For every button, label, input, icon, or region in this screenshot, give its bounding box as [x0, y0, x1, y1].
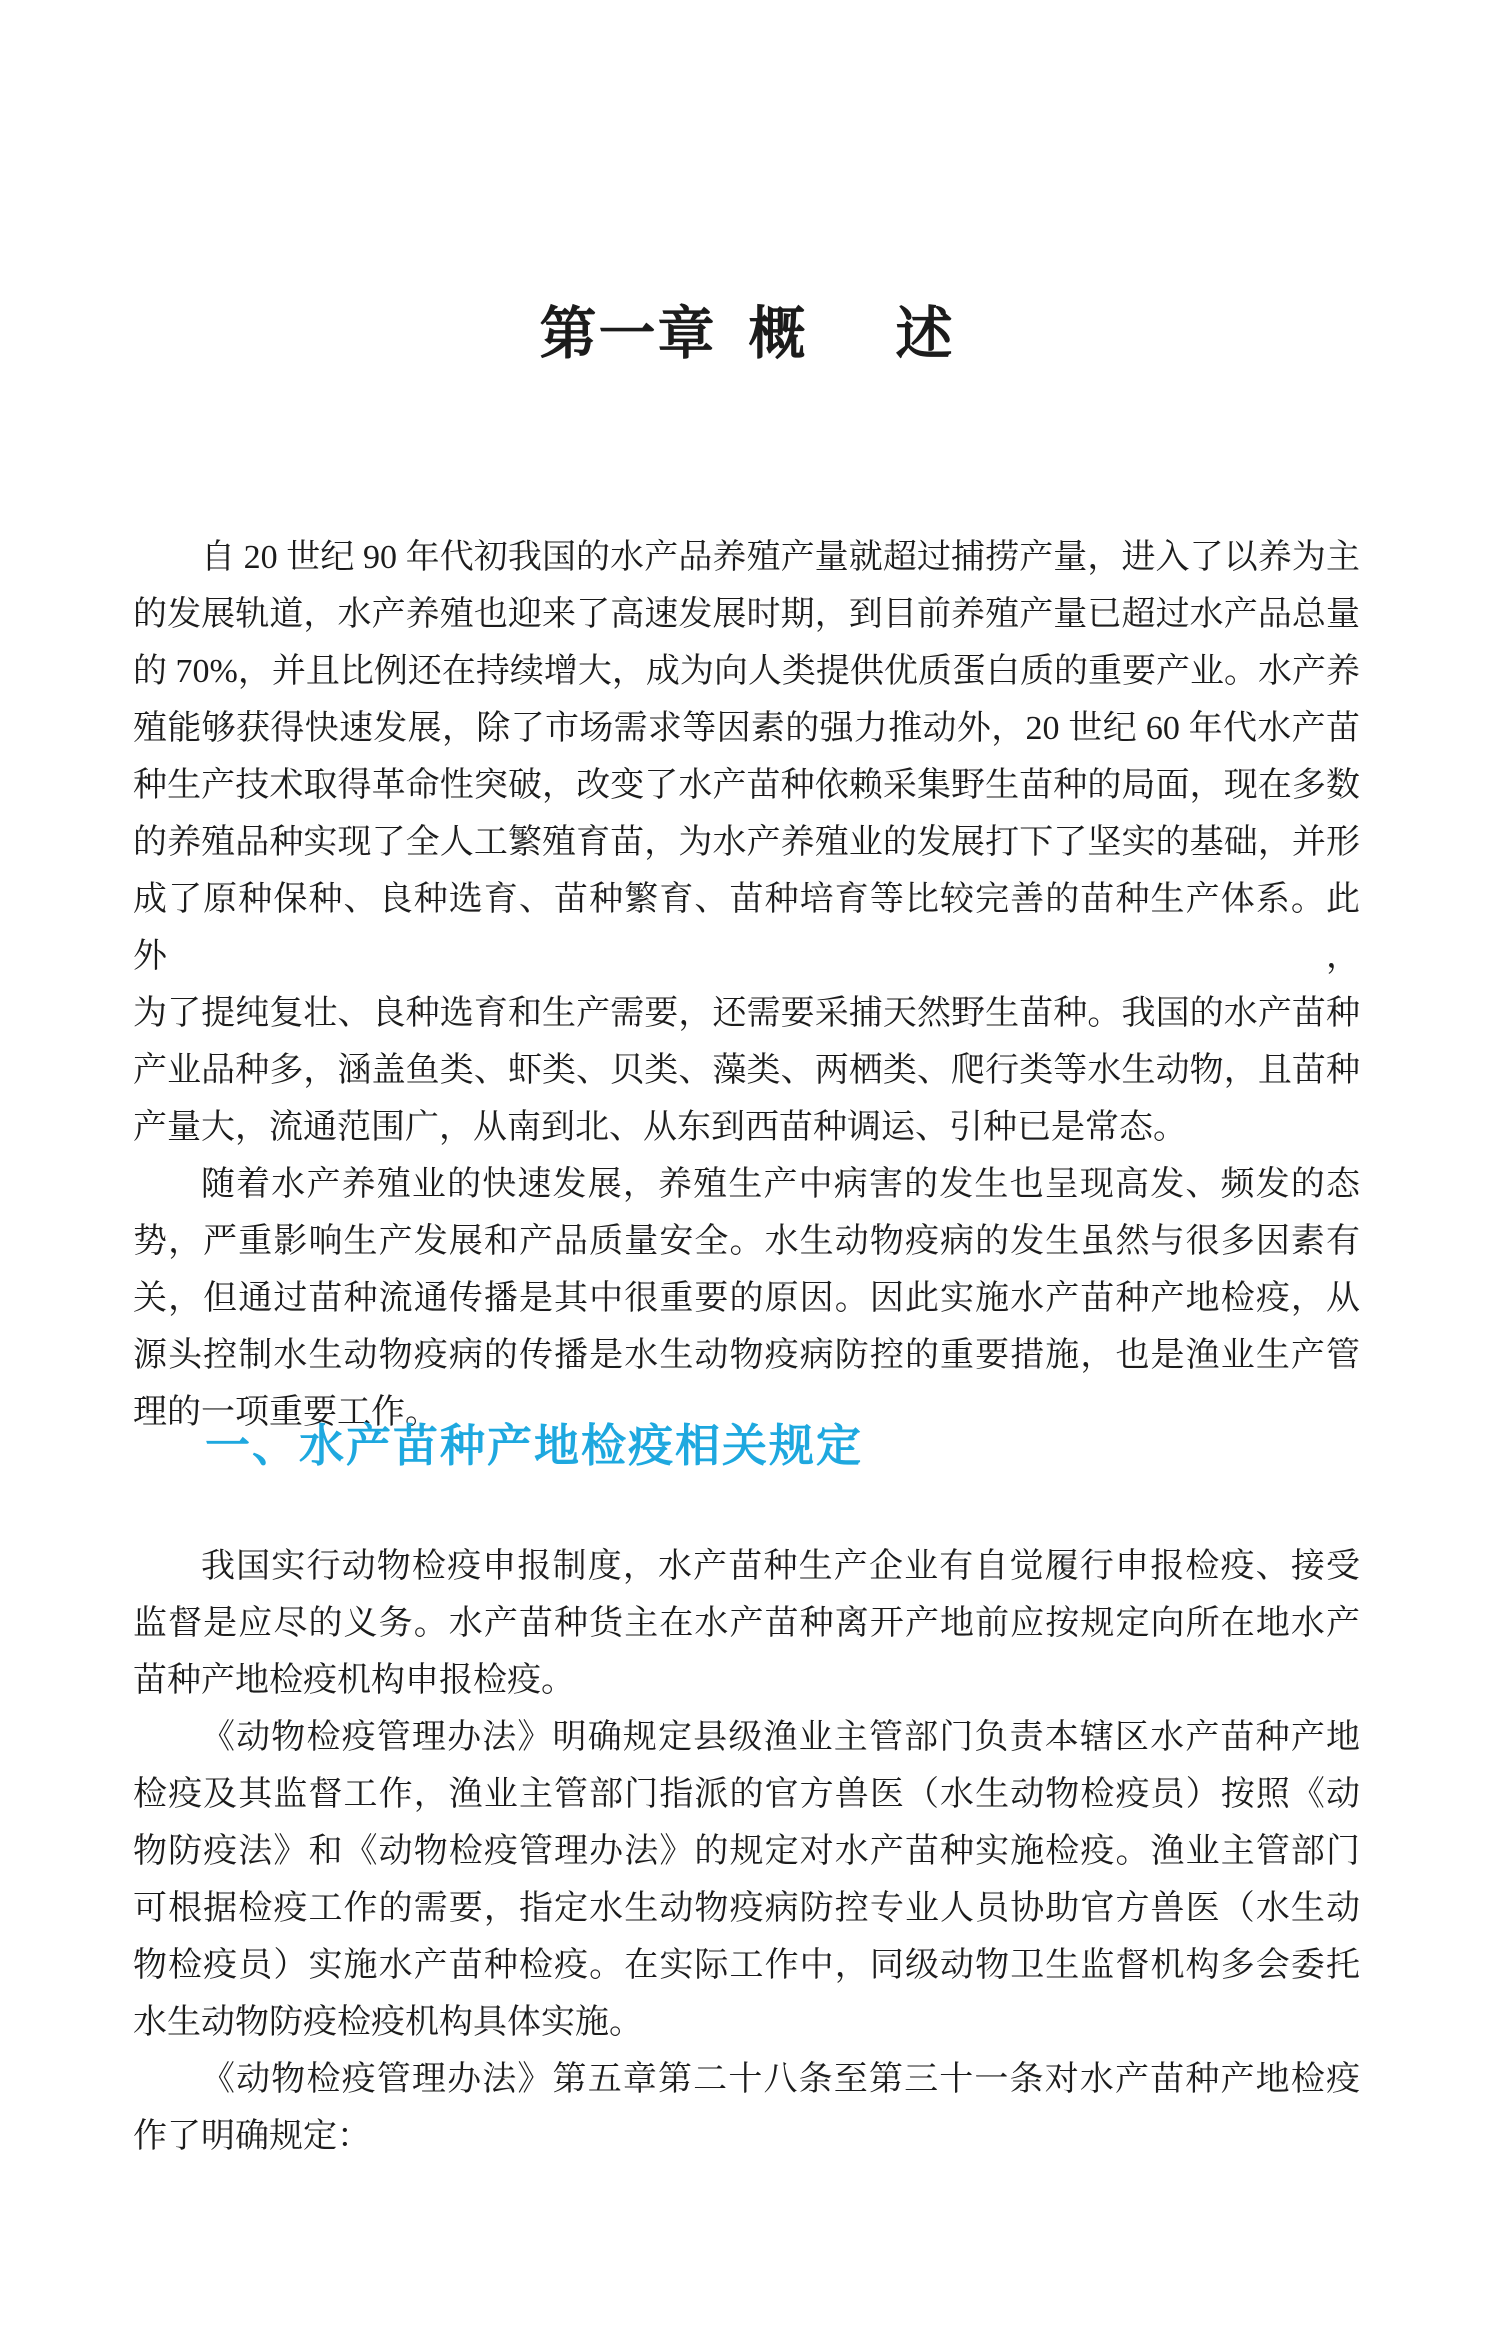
chapter-title-char-1: 概	[748, 303, 808, 366]
text-line: 可根据检疫工作的需要，指定水生动物疫病防控专业人员协助官方兽医（水生动	[133, 1890, 1360, 1927]
text-line: 我国实行动物检疫申报制度，水产苗种生产企业有自觉履行申报检疫、接受	[201, 1548, 1360, 1585]
text-line: 的发展轨道，水产养殖也迎来了高速发展时期，到目前养殖产量已超过水产品总量	[133, 596, 1360, 633]
text-line: 检疫及其监督工作，渔业主管部门指派的官方兽医（水生动物检疫员）按照《动	[133, 1776, 1360, 1813]
text-line: 监督是应尽的义务。水产苗种货主在水产苗种离开产地前应按规定向所在地水产	[133, 1605, 1360, 1642]
text-line: 的 70%，并且比例还在持续增大，成为向人类提供优质蛋白质的重要产业。水产养	[133, 653, 1360, 690]
paragraph	[133, 2051, 1360, 2165]
text-line: 理的一项重要工作。	[133, 1394, 439, 1431]
paragraph	[133, 1156, 1360, 1441]
chapter-title-char-2: 述	[895, 303, 955, 366]
text-line: 源头控制水生动物疫病的传播是水生动物疫病防控的重要措施，也是渔业生产管	[133, 1337, 1360, 1374]
paragraph	[133, 529, 1360, 1156]
text-line: 为了提纯复壮、良种选育和生产需要，还需要采捕天然野生苗种。我国的水产苗种	[133, 995, 1360, 1032]
text-line: 的养殖品种实现了全人工繁殖育苗，为水产养殖业的发展打下了坚实的基础，并形	[133, 824, 1360, 861]
body-text-upper	[133, 529, 1360, 1441]
text-line: 关，但通过苗种流通传播是其中很重要的原因。因此实施水产苗种产地检疫，从	[133, 1280, 1360, 1317]
text-line: 物防疫法》和《动物检疫管理办法》的规定对水产苗种实施检疫。渔业主管部门	[133, 1833, 1360, 1870]
text-line: 《动物检疫管理办法》明确规定县级渔业主管部门负责本辖区水产苗种产地	[201, 1719, 1360, 1756]
text-line: 殖能够获得快速发展，除了市场需求等因素的强力推动外，20 世纪 60 年代水产苗	[133, 710, 1360, 747]
paragraph	[133, 1709, 1360, 2051]
text-line: 势，严重影响生产发展和产品质量安全。水生动物疫病的发生虽然与很多因素有	[133, 1223, 1360, 1260]
text-line: 《动物检疫管理办法》第五章第二十八条至第三十一条对水产苗种产地检疫	[201, 2061, 1360, 2098]
text-line: 成了原种保种、良种选育、苗种繁育、苗种培育等比较完善的苗种生产体系。此外，	[133, 881, 1360, 975]
body-text-lower	[133, 1538, 1360, 2165]
text-line: 产量大，流通范围广，从南到北、从东到西苗种调运、引种已是常态。	[133, 1109, 1187, 1146]
section-heading: 一、水产苗种产地检疫相关规定	[205, 1421, 864, 1471]
text-line: 随着水产养殖业的快速发展，养殖生产中病害的发生也呈现高发、频发的态	[201, 1166, 1360, 1203]
text-line: 种生产技术取得革命性突破，改变了水产苗种依赖采集野生苗种的局面，现在多数	[133, 767, 1360, 804]
text-line: 水生动物防疫检疫机构具体实施。	[133, 2004, 643, 2041]
paragraph	[133, 1538, 1360, 1709]
text-line: 自 20 世纪 90 年代初我国的水产品养殖产量就超过捕捞产量，进入了以养为主	[201, 539, 1360, 576]
chapter-number: 第一章	[539, 303, 717, 366]
text-line: 作了明确规定：	[133, 2118, 371, 2155]
chapter-title	[0, 300, 1494, 370]
text-line: 产业品种多，涵盖鱼类、虾类、贝类、藻类、两栖类、爬行类等水生动物，且苗种	[133, 1052, 1360, 1089]
text-line: 物检疫员）实施水产苗种检疫。在实际工作中，同级动物卫生监督机构多会委托	[133, 1947, 1360, 1984]
text-line: 苗种产地检疫机构申报检疫。	[133, 1662, 575, 1699]
